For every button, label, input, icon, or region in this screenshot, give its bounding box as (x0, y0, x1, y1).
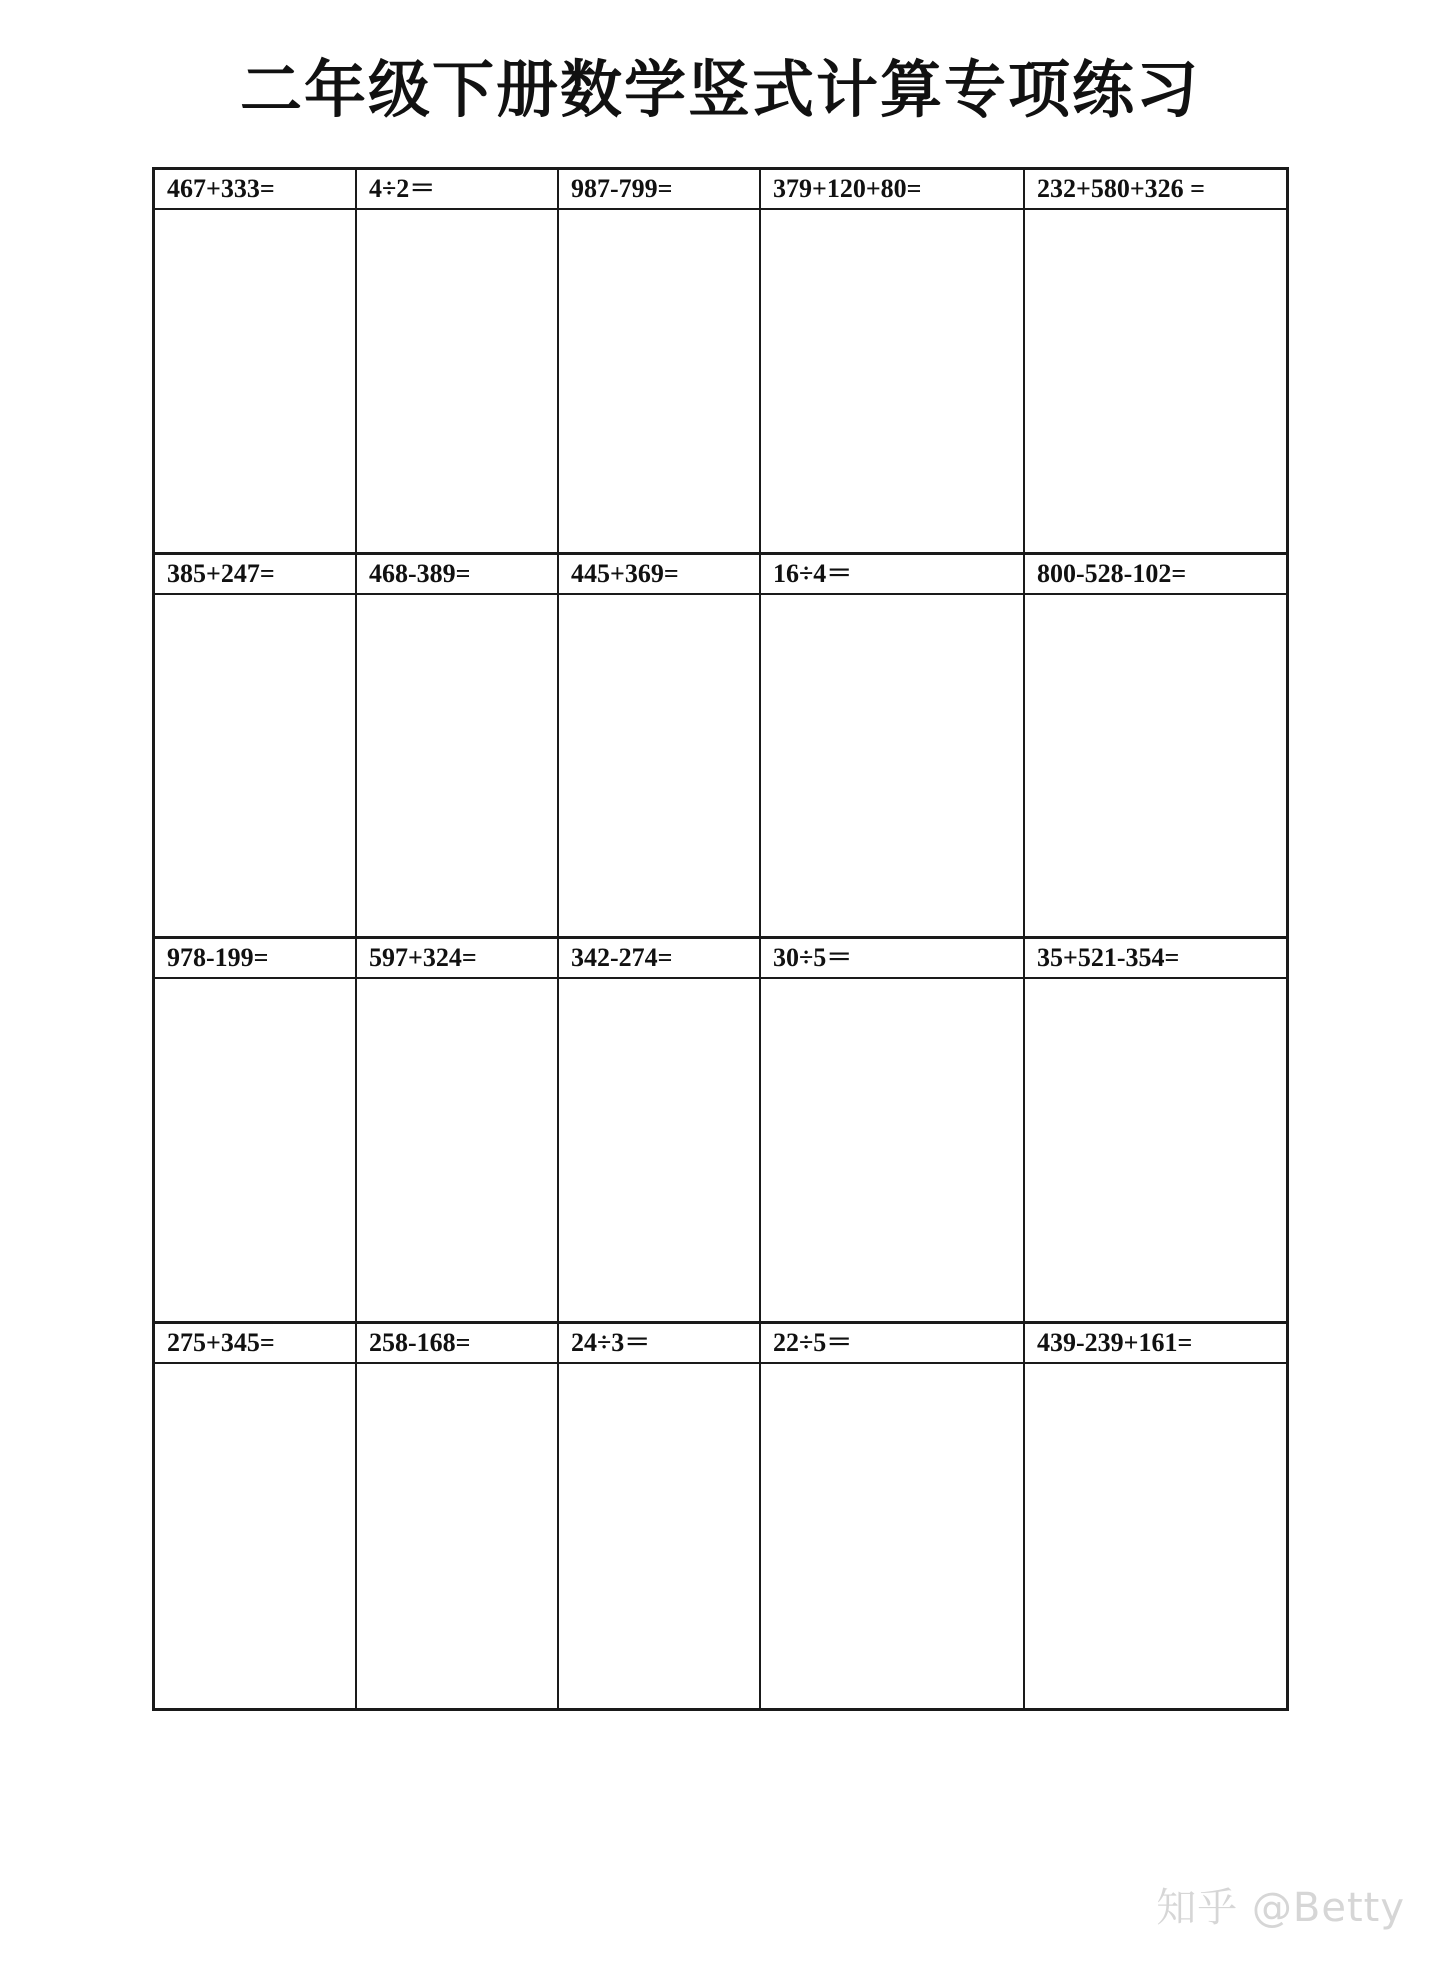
work-area[interactable] (357, 595, 557, 937)
work-area[interactable] (155, 210, 355, 552)
work-area[interactable] (357, 979, 557, 1321)
problem-expression: 439-239+161= (1025, 1324, 1286, 1364)
work-area[interactable] (761, 595, 1023, 937)
problem-cell (357, 1324, 559, 1709)
work-area[interactable] (1025, 595, 1286, 937)
work-area[interactable] (155, 979, 355, 1321)
problem-expression: 16÷4＝ (761, 555, 1023, 595)
problem-cell (1025, 1324, 1286, 1709)
work-area[interactable] (559, 595, 759, 937)
problem-expression: 232+580+326 = (1025, 170, 1286, 210)
problem-cell (357, 939, 559, 1324)
problem-cell (761, 170, 1025, 555)
problem-cell (559, 939, 761, 1324)
problem-expression: 30÷5＝ (761, 939, 1023, 979)
work-area[interactable] (761, 1364, 1023, 1709)
work-area[interactable] (155, 1364, 355, 1709)
work-area[interactable] (1025, 210, 1286, 552)
problem-cell (155, 1324, 357, 1709)
work-area[interactable] (761, 210, 1023, 552)
work-area[interactable] (357, 210, 557, 552)
problem-cell (1025, 170, 1286, 555)
work-area[interactable] (1025, 979, 1286, 1321)
problem-expression: 800-528-102= (1025, 555, 1286, 595)
problem-cell (761, 1324, 1025, 1709)
problem-cell (155, 170, 357, 555)
work-area[interactable] (761, 979, 1023, 1321)
problem-expression: 379+120+80= (761, 170, 1023, 210)
problem-expression: 987-799= (559, 170, 759, 210)
work-area[interactable] (155, 595, 355, 937)
problem-expression: 24÷3＝ (559, 1324, 759, 1364)
watermark: 知乎 @Betty (1156, 1885, 1405, 1931)
problem-expression: 258-168= (357, 1324, 557, 1364)
work-area[interactable] (559, 1364, 759, 1709)
problem-cell (559, 1324, 761, 1709)
problem-expression: 597+324= (357, 939, 557, 979)
problem-cell (559, 170, 761, 555)
problem-cell (1025, 939, 1286, 1324)
problem-cell (155, 555, 357, 940)
problem-cell (559, 555, 761, 940)
problem-expression: 342-274= (559, 939, 759, 979)
problem-expression: 22÷5＝ (761, 1324, 1023, 1364)
work-area[interactable] (357, 1364, 557, 1709)
problem-expression: 4÷2＝ (357, 170, 557, 210)
worksheet-grid (152, 167, 1289, 1711)
problem-cell (357, 170, 559, 555)
problem-cell (761, 555, 1025, 940)
problem-cell (1025, 555, 1286, 940)
problem-expression: 445+369= (559, 555, 759, 595)
problem-cell (357, 555, 559, 940)
problem-expression: 385+247= (155, 555, 355, 595)
problem-cell (155, 939, 357, 1324)
problem-expression: 468-389= (357, 555, 557, 595)
problem-expression: 275+345= (155, 1324, 355, 1364)
problem-expression: 978-199= (155, 939, 355, 979)
work-area[interactable] (559, 979, 759, 1321)
work-area[interactable] (1025, 1364, 1286, 1709)
page-title: 二年级下册数学竖式计算专项练习 (239, 53, 1200, 126)
problem-cell (761, 939, 1025, 1324)
work-area[interactable] (559, 210, 759, 552)
problem-expression: 467+333= (155, 170, 355, 210)
problem-expression: 35+521-354= (1025, 939, 1286, 979)
